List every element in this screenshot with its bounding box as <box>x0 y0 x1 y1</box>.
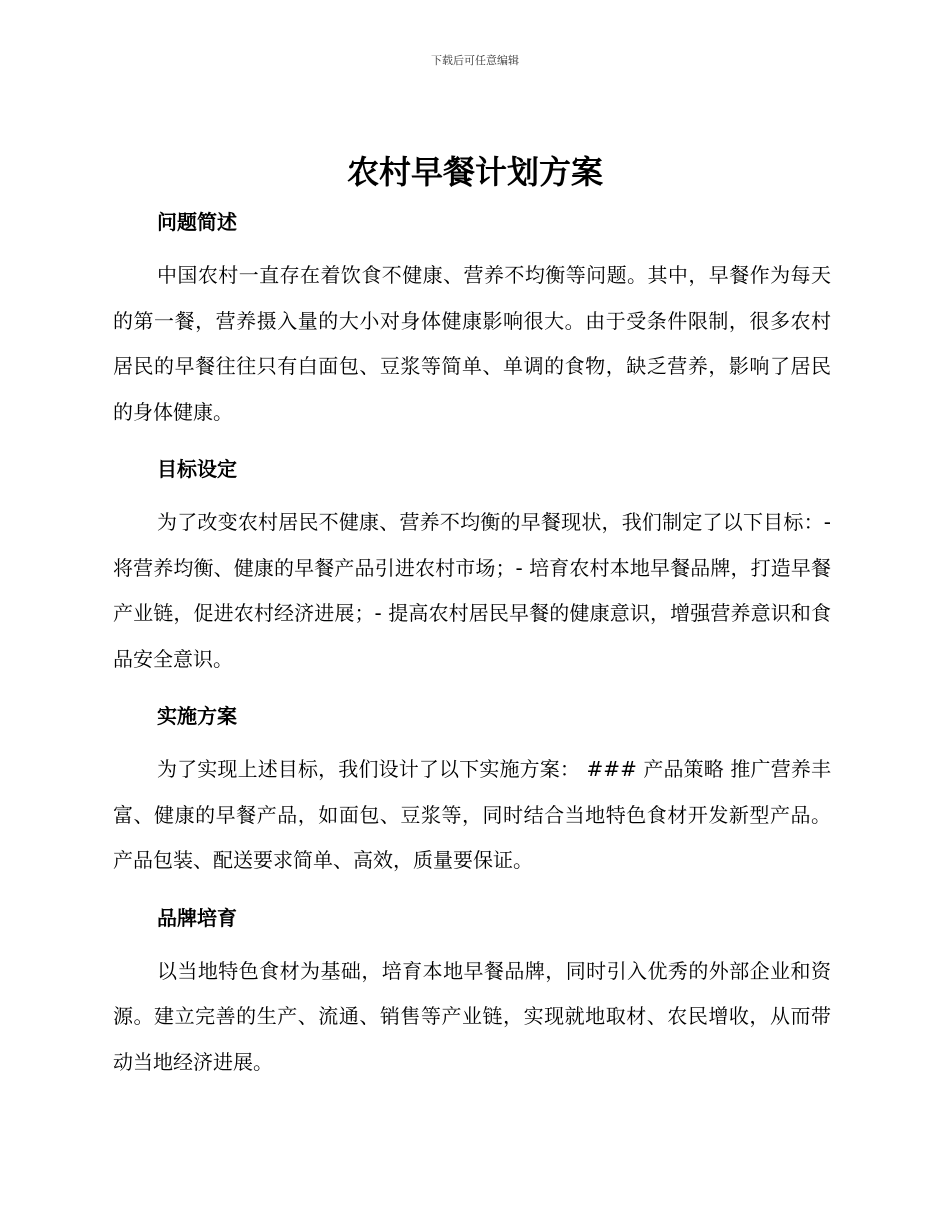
section-heading-problem: 问题简述 <box>157 210 237 234</box>
section-heading-implementation: 实施方案 <box>157 704 237 728</box>
document-title: 农村早餐计划方案 <box>346 153 603 191</box>
section-heading-brand: 品牌培育 <box>157 905 237 930</box>
section-body-goals: 为了改变农村居民不健康、营养不均衡的早餐现状，我们制定了以下目标：- 将营养均衡、健康的早餐产品引进农村市场；- 培育农村本地早餐品牌，打造早餐产业链，促进农村经济进展；- 提高农村居民早餐的健康意识，增强营养意识和食品安全意识。 <box>113 510 831 671</box>
section-heading-goals: 目标设定 <box>157 457 237 481</box>
section-body-problem: 中国农村一直存在着饮食不健康、营养不均衡等问题。其中，早餐作为每天的第一餐，营养摄入量的大小对身体健康影响很大。由于受条件限制，很多农村居民的早餐往往只有白面包、豆浆等简单、单调的食物，缺乏营养，影响了居民的身体健康。 <box>113 263 831 424</box>
section-body-implementation: 为了实现上述目标，我们设计了以下实施方案： ### 产品策略 推广营养丰富、健康的早餐产品，如面包、豆浆等，同时结合当地特色食材开发新型产品。产品包装、配送要求简单、高效，质量要保证。 <box>113 757 831 872</box>
page-header: 下载后可任意编辑 <box>431 54 519 67</box>
section-body-brand: 以当地特色食材为基础，培育本地早餐品牌，同时引入优秀的外部企业和资源。建立完善的生产、流通、销售等产业链，实现就地取材、农民增收，从而带动当地经济进展。 <box>113 958 831 1074</box>
document-body <box>113 204 831 1101</box>
